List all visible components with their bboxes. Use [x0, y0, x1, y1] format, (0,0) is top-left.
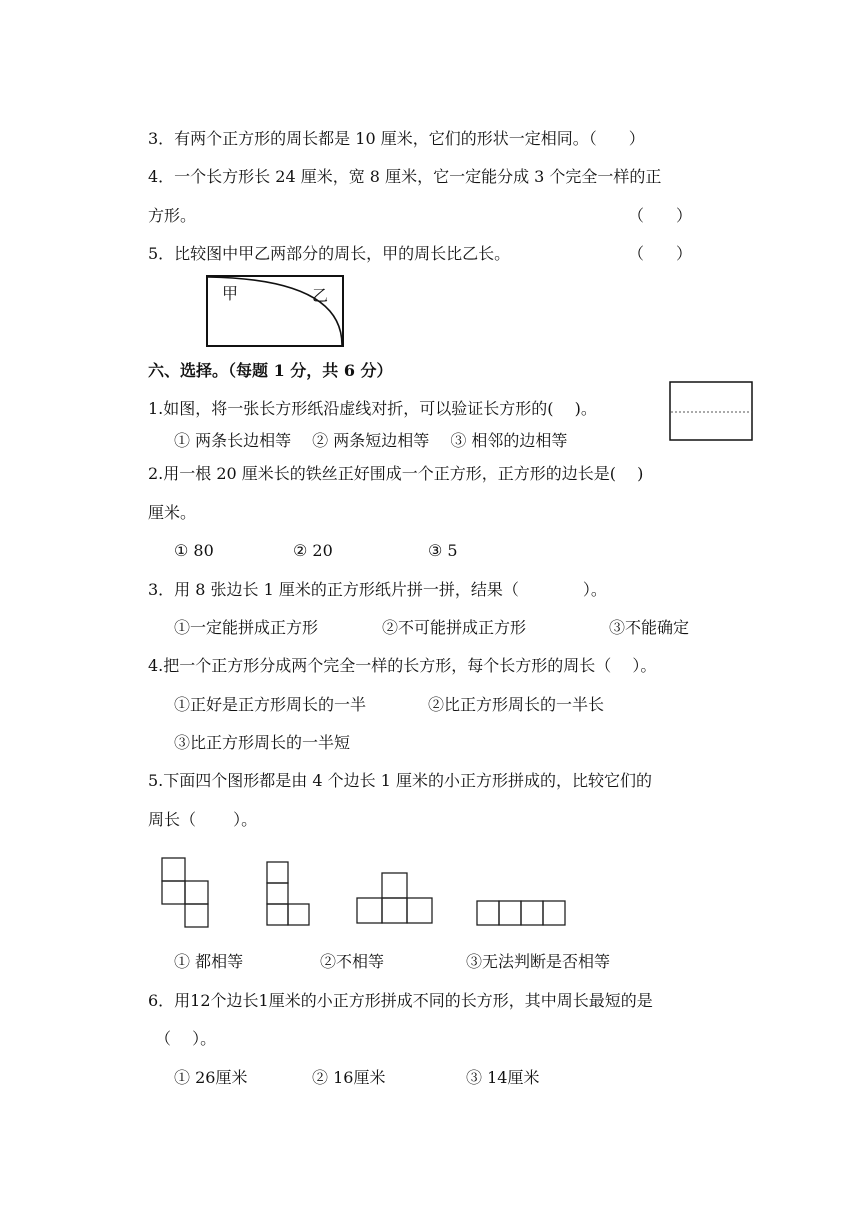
- choice-question-4: 4.把一个正方形分成两个完全一样的长方形，每个长方形的周长（ ）。: [148, 656, 657, 675]
- judge-question-4-line2: 方形。: [148, 206, 197, 225]
- choice-question-3-option-1: ①一定能拼成正方形: [174, 618, 319, 637]
- choice-question-4-option-3: ③比正方形周长的一半短: [174, 733, 351, 752]
- choice-question-4-option-2: ②比正方形周长的一半长: [428, 695, 605, 714]
- paper-rectangle: [670, 382, 752, 440]
- judge-question-4-answer-paren: （ ）: [628, 206, 693, 225]
- choice-question-1-options: ① 两条长边相等 ② 两条短边相等 ③ 相邻的边相等: [174, 431, 568, 450]
- choice-question-5-option-2: ②不相等: [320, 952, 385, 971]
- choice-question-2-line1: 2.用一根 20 厘米长的铁丝正好围成一个正方形，正方形的边长是( ): [148, 464, 644, 483]
- choice-question-5-option-3: ③无法判断是否相等: [466, 952, 611, 971]
- choice-question-2-option-1: ① 80: [174, 541, 214, 560]
- choice-question-6-line2: （ ）。: [155, 1029, 217, 1048]
- choice-question-2-option-3: ③ 5: [428, 541, 458, 560]
- judge-question-5-answer-paren: （ ）: [628, 244, 693, 263]
- choice-question-5-line2: 周长（ ）。: [148, 810, 258, 829]
- judge-question-4-line1: 4．一个长方形长 24 厘米，宽 8 厘米，它一定能分成 3 个完全一样的正: [148, 167, 662, 186]
- judge-question-3: 3．有两个正方形的周长都是 10 厘米，它们的形状一定相同。（ ）: [148, 129, 645, 148]
- choice-question-3-option-3: ③不能确定: [609, 618, 690, 637]
- choice-question-2-option-2: ② 20: [293, 541, 333, 560]
- shape-2-l-shape: [265, 860, 313, 930]
- choice-question-2-line2: 厘米。: [148, 503, 197, 522]
- choice-question-3: 3．用 8 张边长 1 厘米的正方形纸片拼一拼，结果（ ）。: [148, 580, 607, 599]
- shape-3-t-shape: [355, 870, 437, 926]
- choice-question-5-line1: 5.下面四个图形都是由 4 个边长 1 厘米的小正方形拼成的，比较它们的: [148, 771, 652, 790]
- shape-1-zigzag: [160, 856, 212, 930]
- folded-rectangle-figure: [669, 381, 755, 443]
- choice-question-4-option-1: ①正好是正方形周长的一半: [174, 695, 367, 714]
- figure-label-jia: 甲: [222, 284, 239, 303]
- choice-question-5-option-1: ① 都相等: [174, 952, 244, 971]
- figure-label-yi: 乙: [312, 286, 329, 305]
- shape-4-straight-line: [475, 899, 571, 929]
- choice-question-3-option-2: ②不可能拼成正方形: [382, 618, 527, 637]
- choice-question-6-line1: 6．用12个边长1厘米的小正方形拼成不同的长方形，其中周长最短的是: [148, 991, 653, 1010]
- choice-question-6-option-2: ② 16厘米: [312, 1068, 386, 1087]
- judge-question-5: 5．比较图中甲乙两部分的周长，甲的周长比乙长。: [148, 244, 511, 263]
- section-title: 六、选择。（每题 1 分，共 6 分）: [148, 361, 393, 380]
- choice-question-6-option-3: ③ 14厘米: [466, 1068, 540, 1087]
- choice-question-1: 1.如图，将一张长方形纸沿虚线对折，可以验证长方形的( )。: [148, 399, 597, 418]
- choice-question-6-option-1: ① 26厘米: [174, 1068, 248, 1087]
